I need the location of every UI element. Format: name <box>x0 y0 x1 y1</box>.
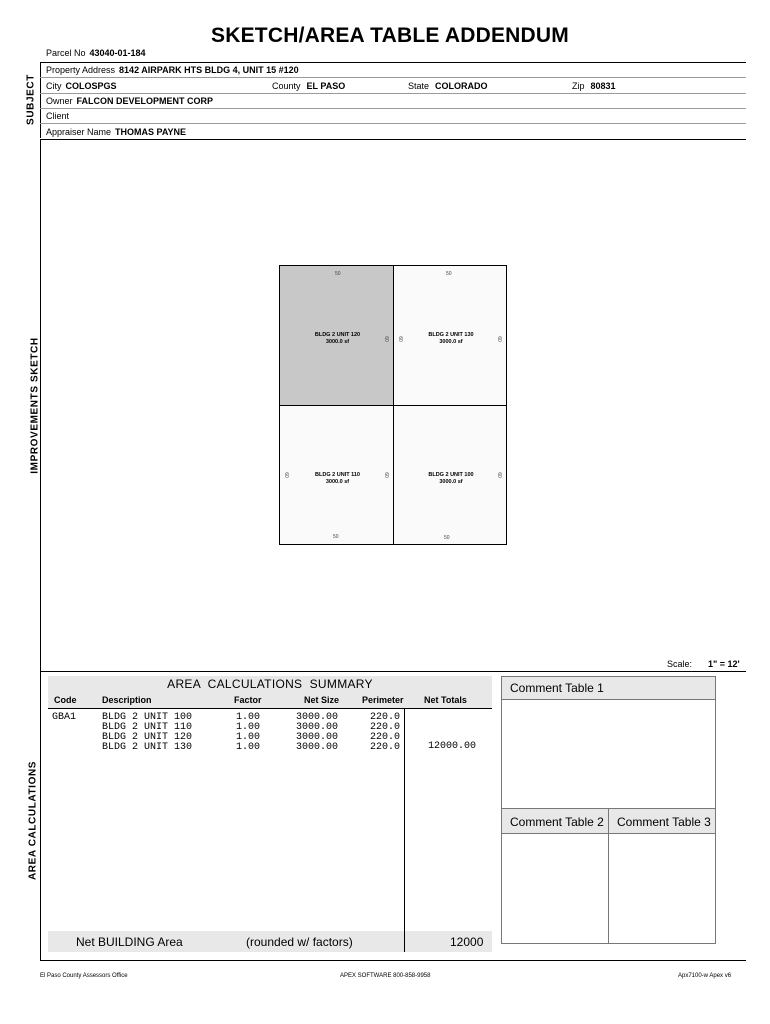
row-net-size: 3000.00 <box>296 742 339 753</box>
parcel-number: Parcel No 43040-01-184 <box>46 48 146 58</box>
divider <box>404 931 405 952</box>
unit-110-area <box>279 405 394 545</box>
row-net-size: 3000.00 <box>296 722 339 733</box>
dimension-label: 60 <box>396 336 403 342</box>
divider <box>608 809 609 833</box>
rounded-note: (rounded w/ factors) <box>246 935 353 949</box>
divider <box>40 77 746 78</box>
client: Client <box>46 111 70 121</box>
state: State COLORADO <box>408 81 488 91</box>
divider <box>40 108 746 109</box>
footer-right: Apx7100-w Apex v6 <box>678 973 732 979</box>
dimension-label: 50 <box>444 535 450 541</box>
row-perimeter: 220.0 <box>370 732 401 743</box>
net-building-area-label: Net BUILDING Area <box>76 935 183 949</box>
divider <box>40 671 41 960</box>
divider <box>40 139 746 140</box>
divider <box>40 123 746 124</box>
comment-table-2-3-header <box>502 808 715 834</box>
divider <box>40 93 746 94</box>
divider <box>40 62 41 138</box>
footer-left: El Paso County Assessors Office <box>40 973 128 979</box>
floor-plan-sketch <box>279 265 507 545</box>
dimension-label: 60 <box>496 472 503 478</box>
row-factor: 1.00 <box>236 742 261 753</box>
code-value: GBA1 <box>52 712 77 723</box>
unit-130-area <box>393 265 507 406</box>
divider <box>40 671 746 672</box>
dimension-label: 60 <box>496 336 503 342</box>
subject-section-label: SUBJECT <box>25 74 37 125</box>
header-factor: Factor <box>234 695 262 705</box>
footer-center: APEX SOFTWARE 800-858-9958 <box>340 973 431 979</box>
unit-100-label: BLDG 2 UNIT 100 3000.0 sf <box>428 472 474 485</box>
comment-tables <box>501 676 716 944</box>
row-description: BLDG 2 UNIT 130 <box>102 742 193 753</box>
dimension-label: 50 <box>446 271 452 277</box>
divider <box>40 62 746 63</box>
dimension-label: 50 <box>335 271 341 277</box>
comment-table-2-title: Comment Table 2 <box>510 815 604 829</box>
divider <box>40 960 746 961</box>
header-net-totals: Net Totals <box>424 695 467 705</box>
property-address: Property Address 8142 AIRPARK HTS BLDG 4, UNIT 15 #120 <box>46 65 299 75</box>
summary-title: AREA CALCULATIONS SUMMARY <box>167 677 373 691</box>
zip: Zip 80831 <box>572 81 616 91</box>
row-factor: 1.00 <box>236 732 261 743</box>
row-perimeter: 220.0 <box>370 742 401 753</box>
unit-130-label: BLDG 2 UNIT 130 3000.0 sf <box>428 332 474 345</box>
net-total-value: 12000.00 <box>428 741 477 752</box>
header-net-size: Net Size <box>304 695 340 705</box>
row-net-size: 3000.00 <box>296 712 339 723</box>
row-description: BLDG 2 UNIT 120 <box>102 732 193 743</box>
owner: Owner FALCON DEVELOPMENT CORP <box>46 96 214 106</box>
row-perimeter: 220.0 <box>370 712 401 723</box>
header-code: Code <box>54 695 77 705</box>
dimension-label: 50 <box>333 534 339 540</box>
divider <box>608 832 609 943</box>
header-perimeter: Perimeter <box>362 695 404 705</box>
dimension-label: 60 <box>383 336 390 342</box>
area-footer-row <box>48 931 492 952</box>
scale-readout: Scale: 1" = 12' <box>667 659 740 669</box>
unit-100-area <box>393 405 507 545</box>
row-description: BLDG 2 UNIT 100 <box>102 712 193 723</box>
unit-110-label: BLDG 2 UNIT 110 3000.0 sf <box>315 472 360 485</box>
area-summary-table <box>48 676 492 952</box>
row-description: BLDG 2 UNIT 110 <box>102 722 193 733</box>
page-title: SKETCH/AREA TABLE ADDENDUM <box>211 24 569 47</box>
row-net-size: 3000.00 <box>296 732 339 743</box>
appraiser-name: Appraiser Name THOMAS PAYNE <box>46 127 187 137</box>
county: County EL PASO <box>272 81 346 91</box>
row-factor: 1.00 <box>236 722 261 733</box>
comment-table-1-header <box>502 677 715 700</box>
sketch-section-label: IMPROVEMENTS SKETCH <box>29 337 41 474</box>
comment-table-1-title: Comment Table 1 <box>510 681 604 695</box>
comment-table-3-title: Comment Table 3 <box>617 815 711 829</box>
dimension-label: 60 <box>282 472 289 478</box>
header-description: Description <box>102 695 152 705</box>
dimension-label: 60 <box>383 472 390 478</box>
city: City COLOSPGS <box>46 81 117 91</box>
area-section-label: AREA CALCULATIONS <box>27 760 39 881</box>
row-perimeter: 220.0 <box>370 722 401 733</box>
net-building-area-value: 12000 <box>450 935 484 949</box>
row-factor: 1.00 <box>236 712 261 723</box>
unit-120-label: BLDG 2 UNIT 120 3000.0 sf <box>314 332 361 345</box>
unit-120-area <box>279 265 394 406</box>
